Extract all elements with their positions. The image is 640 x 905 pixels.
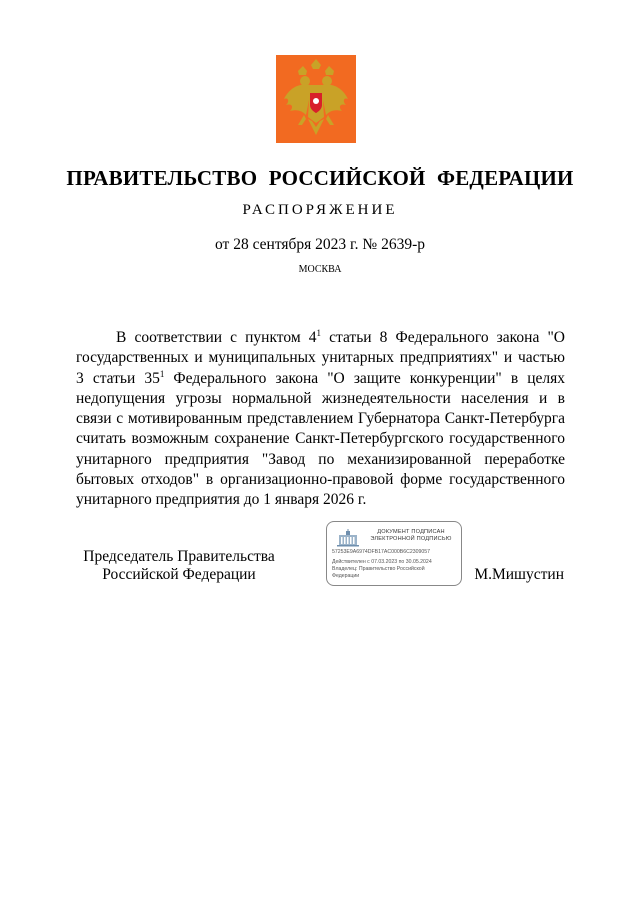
superscript-1: 1 bbox=[316, 327, 321, 338]
document-date-number: от 28 сентября 2023 г. № 2639-р bbox=[215, 236, 425, 253]
stamp-title-line-2: ЭЛЕКТРОННОЙ ПОДПИСЬЮ bbox=[370, 536, 452, 542]
electronic-signature-stamp bbox=[326, 521, 462, 586]
stamp-owner-line-2: Федерации bbox=[332, 573, 360, 579]
stamp-title bbox=[363, 529, 459, 543]
order-text-part-1: В соответствии с пунктом 4 bbox=[116, 329, 317, 346]
coat-of-arms bbox=[276, 55, 356, 143]
stamp-certificate: 57253E9A6974DFB17AC000B6C2309057 bbox=[332, 549, 431, 555]
order-text-part-2: статьи 8 Федерального закона "О государственных и муниципальных унитарных предприятиях" и частью 3 статьи 35 bbox=[76, 329, 565, 387]
signer-position-line-1: Председатель Правительства bbox=[83, 548, 275, 565]
signer-position-line-2: Российской Федерации bbox=[102, 566, 256, 583]
order-text-part-3: Федерального закона "О защите конкуренции" в целях недопущения угрозы нормальной жизнедеятельности населения и в связи с мотивированным представлением Губернатора Санкт-Петербурга считать возможным сохранение Санкт-Петербургского государственного унитарного предприятия "Завод по механизированной переработке бытовых отходов" в организационно-правовой форме государственного унитарного предприятия до 1 января 2026 г. bbox=[76, 369, 565, 509]
order-text bbox=[76, 328, 565, 511]
stamp-validity: Действителен с 07.03.2023 по 30.05.2024 bbox=[332, 559, 432, 565]
signer-position bbox=[74, 548, 284, 584]
superscript-2: 1 bbox=[159, 368, 165, 379]
government-building-icon bbox=[335, 529, 361, 547]
document-city: МОСКВА bbox=[298, 264, 342, 275]
document-type: РАСПОРЯЖЕНИЕ bbox=[242, 202, 398, 218]
government-title: ПРАВИТЕЛЬСТВО РОССИЙСКОЙ ФЕДЕРАЦИИ bbox=[66, 166, 574, 190]
stamp-title-line-1: ДОКУМЕНТ ПОДПИСАН bbox=[377, 529, 445, 535]
russian-coat-of-arms-icon bbox=[276, 55, 356, 143]
signer-name: М.Мишустин bbox=[474, 566, 564, 583]
stamp-owner-line-1: Владелец: Правительство Российской bbox=[332, 566, 425, 572]
